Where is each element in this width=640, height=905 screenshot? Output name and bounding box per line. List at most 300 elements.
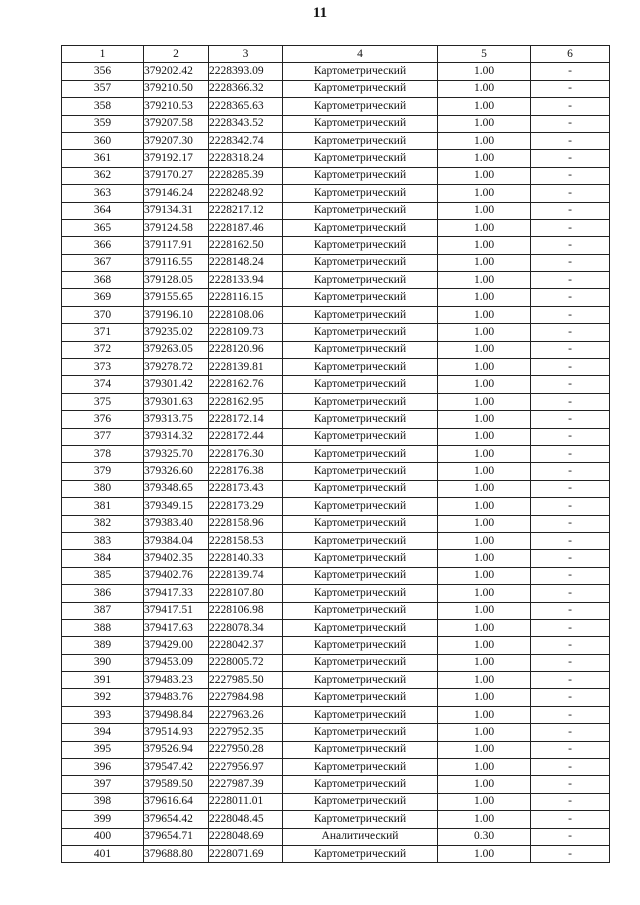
column-header-1: 1: [62, 46, 144, 63]
accuracy-cell: 1.00: [438, 132, 531, 149]
accuracy-cell: 1.00: [438, 724, 531, 741]
method-cell: Картометрический: [283, 619, 438, 636]
accuracy-cell: 1.00: [438, 115, 531, 132]
column-header-2: 2: [144, 46, 209, 63]
x-coordinate-cell: 379589.50: [144, 776, 209, 793]
table-row: [62, 115, 610, 132]
point-number-cell: 356: [62, 63, 144, 80]
method-cell: Картометрический: [283, 341, 438, 358]
note-cell: -: [531, 185, 610, 202]
accuracy-cell: 1.00: [438, 306, 531, 323]
method-cell: Картометрический: [283, 202, 438, 219]
y-coordinate-cell: 2228342.74: [209, 132, 283, 149]
point-number-cell: 388: [62, 619, 144, 636]
method-cell: Картометрический: [283, 132, 438, 149]
method-cell: Картометрический: [283, 393, 438, 410]
point-number-cell: 381: [62, 498, 144, 515]
method-cell: Картометрический: [283, 376, 438, 393]
x-coordinate-cell: 379654.71: [144, 828, 209, 845]
accuracy-cell: 1.00: [438, 254, 531, 271]
accuracy-cell: 1.00: [438, 463, 531, 480]
note-cell: -: [531, 585, 610, 602]
method-cell: Картометрический: [283, 741, 438, 758]
x-coordinate-cell: 379134.31: [144, 202, 209, 219]
note-cell: -: [531, 219, 610, 236]
point-number-cell: 358: [62, 98, 144, 115]
accuracy-cell: 1.00: [438, 619, 531, 636]
note-cell: -: [531, 237, 610, 254]
y-coordinate-cell: 2228366.32: [209, 80, 283, 97]
point-number-cell: 386: [62, 585, 144, 602]
note-cell: -: [531, 567, 610, 584]
accuracy-cell: 1.00: [438, 741, 531, 758]
accuracy-cell: 1.00: [438, 376, 531, 393]
point-number-cell: 376: [62, 411, 144, 428]
note-cell: -: [531, 776, 610, 793]
method-cell: Картометрический: [283, 845, 438, 862]
y-coordinate-cell: 2228217.12: [209, 202, 283, 219]
y-coordinate-cell: 2228393.09: [209, 63, 283, 80]
table-row: [62, 428, 610, 445]
note-cell: -: [531, 411, 610, 428]
x-coordinate-cell: 379207.30: [144, 132, 209, 149]
x-coordinate-cell: 379402.35: [144, 550, 209, 567]
x-coordinate-cell: 379210.50: [144, 80, 209, 97]
table-row: [62, 167, 610, 184]
accuracy-cell: 1.00: [438, 480, 531, 497]
method-cell: Картометрический: [283, 550, 438, 567]
column-header-4: 4: [283, 46, 438, 63]
point-number-cell: 364: [62, 202, 144, 219]
y-coordinate-cell: 2228365.63: [209, 98, 283, 115]
method-cell: Картометрический: [283, 759, 438, 776]
x-coordinate-cell: 379654.42: [144, 811, 209, 828]
accuracy-cell: 1.00: [438, 793, 531, 810]
point-number-cell: 368: [62, 272, 144, 289]
x-coordinate-cell: 379453.09: [144, 654, 209, 671]
y-coordinate-cell: 2228048.45: [209, 811, 283, 828]
table-row: [62, 741, 610, 758]
y-coordinate-cell: 2228109.73: [209, 324, 283, 341]
accuracy-cell: 1.00: [438, 515, 531, 532]
table-row: [62, 202, 610, 219]
table-row: [62, 463, 610, 480]
x-coordinate-cell: 379514.93: [144, 724, 209, 741]
point-number-cell: 396: [62, 759, 144, 776]
point-number-cell: 393: [62, 706, 144, 723]
accuracy-cell: 1.00: [438, 393, 531, 410]
note-cell: -: [531, 341, 610, 358]
y-coordinate-cell: 2228158.53: [209, 532, 283, 549]
x-coordinate-cell: 379616.64: [144, 793, 209, 810]
point-number-cell: 371: [62, 324, 144, 341]
x-coordinate-cell: 379417.63: [144, 619, 209, 636]
table-row: [62, 254, 610, 271]
note-cell: -: [531, 550, 610, 567]
note-cell: -: [531, 132, 610, 149]
y-coordinate-cell: 2228042.37: [209, 637, 283, 654]
y-coordinate-cell: 2228011.01: [209, 793, 283, 810]
point-number-cell: 385: [62, 567, 144, 584]
note-cell: -: [531, 602, 610, 619]
accuracy-cell: 1.00: [438, 63, 531, 80]
table-row: [62, 376, 610, 393]
note-cell: -: [531, 63, 610, 80]
note-cell: -: [531, 306, 610, 323]
x-coordinate-cell: 379128.05: [144, 272, 209, 289]
page-number: 11: [312, 5, 328, 21]
y-coordinate-cell: 2228343.52: [209, 115, 283, 132]
table-row: [62, 672, 610, 689]
y-coordinate-cell: 2228120.96: [209, 341, 283, 358]
point-number-cell: 389: [62, 637, 144, 654]
note-cell: -: [531, 793, 610, 810]
x-coordinate-cell: 379688.80: [144, 845, 209, 862]
accuracy-cell: 1.00: [438, 219, 531, 236]
note-cell: -: [531, 828, 610, 845]
method-cell: Картометрический: [283, 254, 438, 271]
table-row: [62, 637, 610, 654]
point-number-cell: 400: [62, 828, 144, 845]
accuracy-cell: 1.00: [438, 341, 531, 358]
table-row: [62, 689, 610, 706]
method-cell: Картометрический: [283, 672, 438, 689]
method-cell: Картометрический: [283, 237, 438, 254]
method-cell: Картометрический: [283, 515, 438, 532]
note-cell: -: [531, 289, 610, 306]
table-row: [62, 480, 610, 497]
table-row: [62, 550, 610, 567]
x-coordinate-cell: 379483.23: [144, 672, 209, 689]
note-cell: -: [531, 480, 610, 497]
accuracy-cell: 1.00: [438, 845, 531, 862]
accuracy-cell: 1.00: [438, 324, 531, 341]
point-number-cell: 361: [62, 150, 144, 167]
x-coordinate-cell: 379349.15: [144, 498, 209, 515]
method-cell: Картометрический: [283, 167, 438, 184]
accuracy-cell: 1.00: [438, 411, 531, 428]
table-row: [62, 219, 610, 236]
note-cell: -: [531, 428, 610, 445]
accuracy-cell: 1.00: [438, 532, 531, 549]
x-coordinate-cell: 379207.58: [144, 115, 209, 132]
note-cell: -: [531, 845, 610, 862]
point-number-cell: 372: [62, 341, 144, 358]
y-coordinate-cell: 2228107.80: [209, 585, 283, 602]
table-row: [62, 306, 610, 323]
method-cell: Картометрический: [283, 272, 438, 289]
y-coordinate-cell: 2228133.94: [209, 272, 283, 289]
note-cell: -: [531, 811, 610, 828]
x-coordinate-cell: 379170.27: [144, 167, 209, 184]
table-row: [62, 289, 610, 306]
note-cell: -: [531, 515, 610, 532]
x-coordinate-cell: 379313.75: [144, 411, 209, 428]
note-cell: -: [531, 759, 610, 776]
x-coordinate-cell: 379417.33: [144, 585, 209, 602]
method-cell: Картометрический: [283, 811, 438, 828]
accuracy-cell: 1.00: [438, 428, 531, 445]
note-cell: -: [531, 272, 610, 289]
method-cell: Картометрический: [283, 532, 438, 549]
x-coordinate-cell: 379402.76: [144, 567, 209, 584]
note-cell: -: [531, 619, 610, 636]
method-cell: Картометрический: [283, 150, 438, 167]
table-row: [62, 80, 610, 97]
method-cell: Картометрический: [283, 324, 438, 341]
y-coordinate-cell: 2228116.15: [209, 289, 283, 306]
point-number-cell: 375: [62, 393, 144, 410]
y-coordinate-cell: 2228248.92: [209, 185, 283, 202]
x-coordinate-cell: 379326.60: [144, 463, 209, 480]
x-coordinate-cell: 379263.05: [144, 341, 209, 358]
point-number-cell: 366: [62, 237, 144, 254]
note-cell: -: [531, 654, 610, 671]
accuracy-cell: 1.00: [438, 654, 531, 671]
point-number-cell: 374: [62, 376, 144, 393]
table-row: [62, 272, 610, 289]
accuracy-cell: 0.30: [438, 828, 531, 845]
x-coordinate-cell: 379116.55: [144, 254, 209, 271]
table-row: [62, 602, 610, 619]
method-cell: Картометрический: [283, 654, 438, 671]
point-number-cell: 399: [62, 811, 144, 828]
table-row: [62, 585, 610, 602]
method-cell: Картометрический: [283, 98, 438, 115]
note-cell: -: [531, 498, 610, 515]
x-coordinate-cell: 379383.40: [144, 515, 209, 532]
method-cell: Картометрический: [283, 445, 438, 462]
note-cell: -: [531, 463, 610, 480]
method-cell: Картометрический: [283, 80, 438, 97]
table-row: [62, 619, 610, 636]
table-row: [62, 724, 610, 741]
x-coordinate-cell: 379483.76: [144, 689, 209, 706]
table-row: [62, 237, 610, 254]
note-cell: -: [531, 393, 610, 410]
table-row: [62, 654, 610, 671]
y-coordinate-cell: 2227985.50: [209, 672, 283, 689]
table-row: [62, 393, 610, 410]
y-coordinate-cell: 2228187.46: [209, 219, 283, 236]
note-cell: -: [531, 689, 610, 706]
accuracy-cell: 1.00: [438, 167, 531, 184]
point-number-cell: 387: [62, 602, 144, 619]
note-cell: -: [531, 706, 610, 723]
y-coordinate-cell: 2228285.39: [209, 167, 283, 184]
point-number-cell: 373: [62, 359, 144, 376]
method-cell: Картометрический: [283, 306, 438, 323]
point-number-cell: 378: [62, 445, 144, 462]
accuracy-cell: 1.00: [438, 672, 531, 689]
table-row: [62, 185, 610, 202]
x-coordinate-cell: 379498.84: [144, 706, 209, 723]
note-cell: -: [531, 637, 610, 654]
table-row: [62, 845, 610, 862]
x-coordinate-cell: 379314.32: [144, 428, 209, 445]
accuracy-cell: 1.00: [438, 445, 531, 462]
accuracy-cell: 1.00: [438, 706, 531, 723]
y-coordinate-cell: 2228176.38: [209, 463, 283, 480]
point-number-cell: 392: [62, 689, 144, 706]
y-coordinate-cell: 2228173.29: [209, 498, 283, 515]
y-coordinate-cell: 2228162.50: [209, 237, 283, 254]
accuracy-cell: 1.00: [438, 811, 531, 828]
y-coordinate-cell: 2228318.24: [209, 150, 283, 167]
point-number-cell: 377: [62, 428, 144, 445]
table-row: [62, 324, 610, 341]
x-coordinate-cell: 379196.10: [144, 306, 209, 323]
point-number-cell: 390: [62, 654, 144, 671]
y-coordinate-cell: 2228071.69: [209, 845, 283, 862]
y-coordinate-cell: 2228139.81: [209, 359, 283, 376]
x-coordinate-cell: 379301.63: [144, 393, 209, 410]
method-cell: Картометрический: [283, 480, 438, 497]
x-coordinate-cell: 379155.65: [144, 289, 209, 306]
y-coordinate-cell: 2227952.35: [209, 724, 283, 741]
note-cell: -: [531, 741, 610, 758]
note-cell: -: [531, 324, 610, 341]
method-cell: Картометрический: [283, 724, 438, 741]
point-number-cell: 362: [62, 167, 144, 184]
y-coordinate-cell: 2228108.06: [209, 306, 283, 323]
point-number-cell: 397: [62, 776, 144, 793]
table-row: [62, 63, 610, 80]
accuracy-cell: 1.00: [438, 150, 531, 167]
accuracy-cell: 1.00: [438, 185, 531, 202]
table-body: [62, 63, 610, 863]
point-number-cell: 380: [62, 480, 144, 497]
note-cell: -: [531, 115, 610, 132]
accuracy-cell: 1.00: [438, 202, 531, 219]
method-cell: Картометрический: [283, 776, 438, 793]
note-cell: -: [531, 532, 610, 549]
method-cell: Картометрический: [283, 185, 438, 202]
x-coordinate-cell: 379384.04: [144, 532, 209, 549]
x-coordinate-cell: 379146.24: [144, 185, 209, 202]
accuracy-cell: 1.00: [438, 602, 531, 619]
x-coordinate-cell: 379278.72: [144, 359, 209, 376]
accuracy-cell: 1.00: [438, 776, 531, 793]
x-coordinate-cell: 379429.00: [144, 637, 209, 654]
y-coordinate-cell: 2227956.97: [209, 759, 283, 776]
point-number-cell: 369: [62, 289, 144, 306]
note-cell: -: [531, 167, 610, 184]
table-row: [62, 776, 610, 793]
method-cell: Картометрический: [283, 567, 438, 584]
accuracy-cell: 1.00: [438, 637, 531, 654]
method-cell: Картометрический: [283, 219, 438, 236]
x-coordinate-cell: 379192.17: [144, 150, 209, 167]
method-cell: Картометрический: [283, 428, 438, 445]
note-cell: -: [531, 150, 610, 167]
coordinates-table: [61, 45, 610, 863]
accuracy-cell: 1.00: [438, 498, 531, 515]
note-cell: -: [531, 376, 610, 393]
accuracy-cell: 1.00: [438, 759, 531, 776]
accuracy-cell: 1.00: [438, 272, 531, 289]
x-coordinate-cell: 379210.53: [144, 98, 209, 115]
note-cell: -: [531, 724, 610, 741]
point-number-cell: 398: [62, 793, 144, 810]
method-cell: Картометрический: [283, 115, 438, 132]
method-cell: Картометрический: [283, 63, 438, 80]
y-coordinate-cell: 2228106.98: [209, 602, 283, 619]
note-cell: -: [531, 672, 610, 689]
method-cell: Картометрический: [283, 411, 438, 428]
point-number-cell: 383: [62, 532, 144, 549]
table-row: [62, 828, 610, 845]
column-header-5: 5: [438, 46, 531, 63]
method-cell: Аналитический: [283, 828, 438, 845]
accuracy-cell: 1.00: [438, 98, 531, 115]
table-row: [62, 150, 610, 167]
y-coordinate-cell: 2227984.98: [209, 689, 283, 706]
table-row: [62, 498, 610, 515]
method-cell: Картометрический: [283, 706, 438, 723]
y-coordinate-cell: 2228162.95: [209, 393, 283, 410]
point-number-cell: 359: [62, 115, 144, 132]
table-row: [62, 515, 610, 532]
accuracy-cell: 1.00: [438, 550, 531, 567]
x-coordinate-cell: 379417.51: [144, 602, 209, 619]
x-coordinate-cell: 379235.02: [144, 324, 209, 341]
table-row: [62, 706, 610, 723]
note-cell: -: [531, 359, 610, 376]
method-cell: Картометрический: [283, 602, 438, 619]
method-cell: Картометрический: [283, 793, 438, 810]
y-coordinate-cell: 2228139.74: [209, 567, 283, 584]
point-number-cell: 395: [62, 741, 144, 758]
accuracy-cell: 1.00: [438, 567, 531, 584]
x-coordinate-cell: 379124.58: [144, 219, 209, 236]
table-header-row: [62, 46, 610, 63]
y-coordinate-cell: 2227963.26: [209, 706, 283, 723]
note-cell: -: [531, 80, 610, 97]
y-coordinate-cell: 2228005.72: [209, 654, 283, 671]
note-cell: -: [531, 254, 610, 271]
table-row: [62, 532, 610, 549]
x-coordinate-cell: 379301.42: [144, 376, 209, 393]
point-number-cell: 357: [62, 80, 144, 97]
note-cell: -: [531, 445, 610, 462]
x-coordinate-cell: 379325.70: [144, 445, 209, 462]
y-coordinate-cell: 2228173.43: [209, 480, 283, 497]
accuracy-cell: 1.00: [438, 237, 531, 254]
table-row: [62, 445, 610, 462]
y-coordinate-cell: 2228158.96: [209, 515, 283, 532]
point-number-cell: 394: [62, 724, 144, 741]
y-coordinate-cell: 2227950.28: [209, 741, 283, 758]
y-coordinate-cell: 2227987.39: [209, 776, 283, 793]
table-row: [62, 759, 610, 776]
x-coordinate-cell: 379202.42: [144, 63, 209, 80]
y-coordinate-cell: 2228176.30: [209, 445, 283, 462]
y-coordinate-cell: 2228140.33: [209, 550, 283, 567]
table-row: [62, 98, 610, 115]
x-coordinate-cell: 379547.42: [144, 759, 209, 776]
table-row: [62, 359, 610, 376]
point-number-cell: 379: [62, 463, 144, 480]
point-number-cell: 360: [62, 132, 144, 149]
y-coordinate-cell: 2228048.69: [209, 828, 283, 845]
point-number-cell: 367: [62, 254, 144, 271]
accuracy-cell: 1.00: [438, 359, 531, 376]
method-cell: Картометрический: [283, 289, 438, 306]
x-coordinate-cell: 379117.91: [144, 237, 209, 254]
point-number-cell: 401: [62, 845, 144, 862]
table-row: [62, 567, 610, 584]
